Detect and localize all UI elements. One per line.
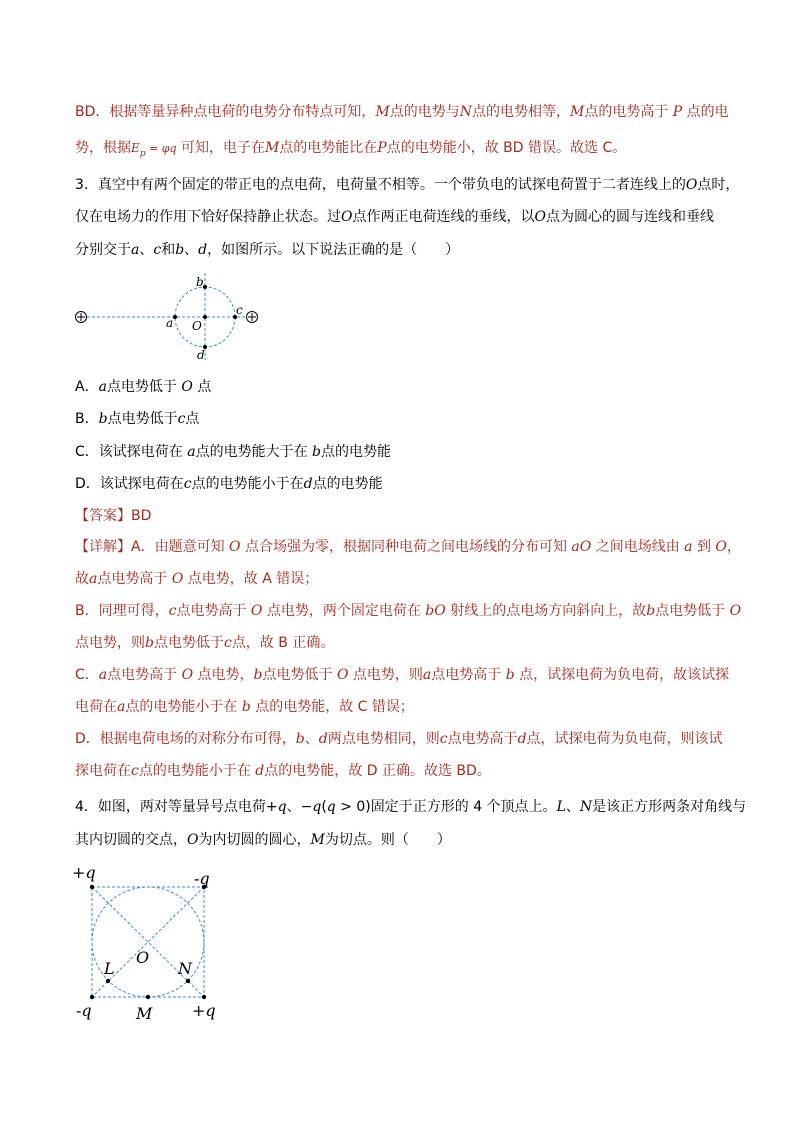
text: 点的电势能小于在: [125, 699, 242, 715]
var: d: [303, 476, 313, 492]
var: c: [223, 635, 232, 651]
text: 点电势高于: [176, 603, 251, 619]
text: 射线上的点电场方向斜向上，故: [445, 603, 647, 619]
text: 3．真空中有两个固定的带正电的点电荷，电荷量不相等。一个带负电的试探电荷置于二者连线上的: [75, 177, 686, 193]
var-M: M: [310, 832, 325, 848]
q3-option-B: [75, 409, 199, 429]
var: O: [181, 379, 193, 395]
var: d: [318, 731, 328, 747]
text: 分别交于: [75, 242, 131, 258]
var-N: N: [459, 104, 472, 120]
q3-stem-line-3: [75, 240, 459, 260]
text: 点电势，则: [348, 667, 423, 683]
var: O: [715, 539, 727, 555]
var: bO: [425, 603, 446, 619]
var-M: M: [569, 104, 585, 120]
text: BD．根据等量异种点电荷的电势分布特点可知，: [75, 104, 376, 120]
text: D．该试探电荷在: [75, 476, 184, 492]
q4-stem-line-1: [75, 797, 746, 817]
label-tl: +q: [72, 863, 96, 882]
text: C．: [75, 667, 99, 683]
q3-detail-D1: [75, 729, 723, 749]
text: 点为圆心的圆与连线和垂线: [545, 209, 714, 225]
text: 电荷在: [75, 699, 117, 715]
text: 点作两正电荷连线的垂线，以: [352, 209, 535, 225]
var: b: [646, 603, 656, 619]
text: 点的电势能大于在: [195, 444, 313, 460]
text: 、: [565, 799, 580, 815]
q3-option-C: [75, 442, 391, 462]
label-L: L: [104, 959, 115, 978]
text: 点电势，: [193, 667, 254, 683]
label-a: a: [166, 316, 174, 330]
q3-detail-A2: [75, 569, 318, 589]
formula: = φq: [145, 142, 177, 155]
text: D．根据电荷电场的对称分布可得，: [75, 731, 296, 747]
label-tr: -q: [194, 869, 210, 888]
text: 点，故 B 正确。: [231, 635, 335, 651]
q3-detail-D2: [75, 761, 491, 781]
q4-stem-line-2: [75, 830, 451, 850]
text: 点: [192, 379, 212, 395]
q3-option-D: [75, 474, 383, 494]
prev-solution-line-2: [75, 138, 626, 164]
text: C．该试探电荷在: [75, 444, 188, 460]
label-O: O: [192, 319, 202, 333]
var-L: L: [556, 799, 566, 815]
text: 和: [161, 242, 176, 258]
positive-charge-left: [76, 312, 87, 323]
subscript-p: p: [139, 148, 146, 159]
label-d: d: [197, 348, 205, 362]
text: B．同理可得，: [75, 603, 169, 619]
var: a: [117, 699, 126, 715]
label-O: O: [136, 948, 150, 967]
text: 、: [184, 242, 199, 258]
var-O: O: [341, 209, 353, 225]
text: 点的电势与: [389, 104, 460, 120]
q3-stem-line-2: [75, 207, 714, 227]
q3-stem-line-1: [75, 175, 739, 195]
label-c: c: [236, 303, 243, 317]
text: 点电势，故 A 错误；: [183, 571, 319, 587]
text: 探电荷在: [75, 763, 131, 779]
q3-figure: [70, 270, 270, 370]
text: 点的电势能，故 C 错误；: [250, 699, 414, 715]
text: 点的电势能小，故 BD 错误。故选 C。: [386, 140, 627, 156]
text: 点电势，两个固定电荷在: [262, 603, 426, 619]
text: 点电势低于: [655, 603, 730, 619]
text: 点时，: [697, 177, 740, 193]
var: aO: [571, 539, 592, 555]
point-L: [106, 979, 110, 983]
var: a: [98, 379, 107, 395]
var: c: [439, 731, 448, 747]
point-M: [146, 995, 150, 999]
text: 为切点。则（ ）: [324, 832, 451, 848]
var: a: [98, 667, 108, 683]
text: 点的电势能: [312, 476, 383, 492]
text: 点: [185, 411, 200, 427]
var: a: [187, 444, 196, 460]
text: 点的电势能小于在: [138, 763, 256, 779]
var: c: [183, 476, 192, 492]
var: c: [131, 763, 139, 779]
text: 故: [75, 571, 89, 587]
text: 点的电势能，故 D 正确。故选 BD。: [264, 763, 491, 779]
var: O: [229, 539, 241, 555]
point-O: [203, 315, 207, 319]
var: b: [505, 667, 515, 683]
var-O: O: [187, 832, 199, 848]
answer-tag: 【答案】: [75, 508, 131, 524]
var: c: [168, 603, 177, 619]
answer-value: BD: [131, 508, 152, 524]
var: b: [98, 411, 108, 427]
var: a: [89, 571, 98, 587]
var: O: [336, 667, 349, 683]
label-M: M: [136, 1004, 153, 1023]
text: 点，试探电荷为负电荷，故该试探: [514, 667, 730, 683]
text: 两点电势相同，则: [327, 731, 440, 747]
var-a: a: [131, 242, 140, 258]
text: 点电势高于: [447, 731, 518, 747]
text: 点电势高于: [97, 571, 172, 587]
var-P: P: [377, 140, 387, 156]
vertex-br: [202, 995, 206, 999]
text: 点的电势相等，: [471, 104, 570, 120]
text: 可知，电子在: [176, 140, 265, 156]
text: 之间电场线由: [591, 539, 685, 555]
text: 点电势低于: [153, 635, 224, 651]
var: O: [250, 603, 263, 619]
var-q: q: [277, 799, 287, 815]
point-a: [173, 315, 177, 319]
q3-detail-C1: [75, 665, 729, 685]
label-N: N: [178, 959, 192, 978]
q3-detail-C2: [75, 697, 414, 717]
var: c: [177, 411, 186, 427]
var: b: [241, 699, 251, 715]
label-b: b: [196, 275, 204, 289]
var-b: b: [175, 242, 185, 258]
q3-detail-B2: [75, 633, 334, 653]
positive-charge-right: [247, 312, 258, 323]
text: 仅在电场力的作用下恰好保持静止状态。过: [75, 209, 341, 225]
text: 为内切圆的圆心，: [198, 832, 311, 848]
vertex-tl: [90, 885, 94, 889]
var-O: O: [534, 209, 546, 225]
text: 点的电势高于: [584, 104, 673, 120]
detail-tag: 【详解】: [75, 539, 131, 555]
var: d: [517, 731, 527, 747]
var-P: P: [672, 104, 683, 120]
var-O: O: [685, 177, 698, 193]
q3-answer: [75, 506, 151, 526]
var: a: [422, 667, 432, 683]
var: b: [145, 635, 154, 651]
text: B．: [75, 411, 99, 427]
var-E: E: [131, 141, 140, 155]
q3-option-A: [75, 377, 211, 397]
vertex-bl: [90, 995, 94, 999]
var: d: [255, 763, 265, 779]
text: ，如图所示。以下说法正确的是（ ）: [207, 242, 460, 258]
var-q: q: [326, 799, 336, 815]
var-N: N: [579, 799, 593, 815]
text: 势，根据: [75, 140, 131, 156]
text: 点，试探电荷为负电荷，则该试: [526, 731, 723, 747]
var-c: c: [153, 242, 162, 258]
var-M: M: [375, 104, 390, 120]
point-N: [186, 979, 190, 983]
var-M: M: [264, 140, 280, 156]
text: 点电势，则: [75, 635, 145, 651]
text: ，: [726, 539, 741, 555]
text: 是该正方形两条对角线与: [592, 799, 747, 815]
text: > 0)固定于正方形的 4 个顶点上。: [335, 799, 557, 815]
var: O: [181, 667, 194, 683]
text: 点的电势能: [321, 444, 392, 460]
var-q: q: [312, 799, 322, 815]
text: 、: [304, 731, 319, 747]
text: 点的电: [682, 104, 729, 120]
var: b: [295, 731, 305, 747]
q3-detail-A1: [75, 537, 741, 557]
text: 点电势低于: [106, 379, 182, 395]
text: A．由题意可知: [131, 539, 230, 555]
var-d: d: [198, 242, 208, 258]
text: 点电势高于: [431, 667, 506, 683]
text: 点的电势能比在: [279, 140, 378, 156]
text: 4．如图，两对等量异号点电荷+: [75, 799, 278, 815]
label-br: +q: [192, 1001, 216, 1020]
text: 、−: [286, 799, 313, 815]
text: 点电势高于: [107, 667, 182, 683]
prev-solution-line-1: [75, 102, 729, 122]
var: O: [729, 603, 742, 619]
q4-figure: [70, 862, 230, 1027]
text: 点电势低于: [262, 667, 337, 683]
text: 到: [692, 539, 716, 555]
text: 其内切圆的交点，: [75, 832, 187, 848]
text: 、: [139, 242, 154, 258]
var: b: [312, 444, 322, 460]
var: b: [253, 667, 263, 683]
text: 点合场强为零，根据同种电荷之间电场线的分布可知: [240, 539, 572, 555]
var: O: [171, 571, 184, 587]
text: A．: [75, 379, 99, 395]
var: a: [684, 539, 693, 555]
text: 点电势低于: [107, 411, 178, 427]
q3-detail-B1: [75, 601, 741, 621]
text: (: [321, 799, 327, 815]
text: 点的电势能小于在: [191, 476, 304, 492]
label-bl: -q: [76, 1001, 92, 1020]
